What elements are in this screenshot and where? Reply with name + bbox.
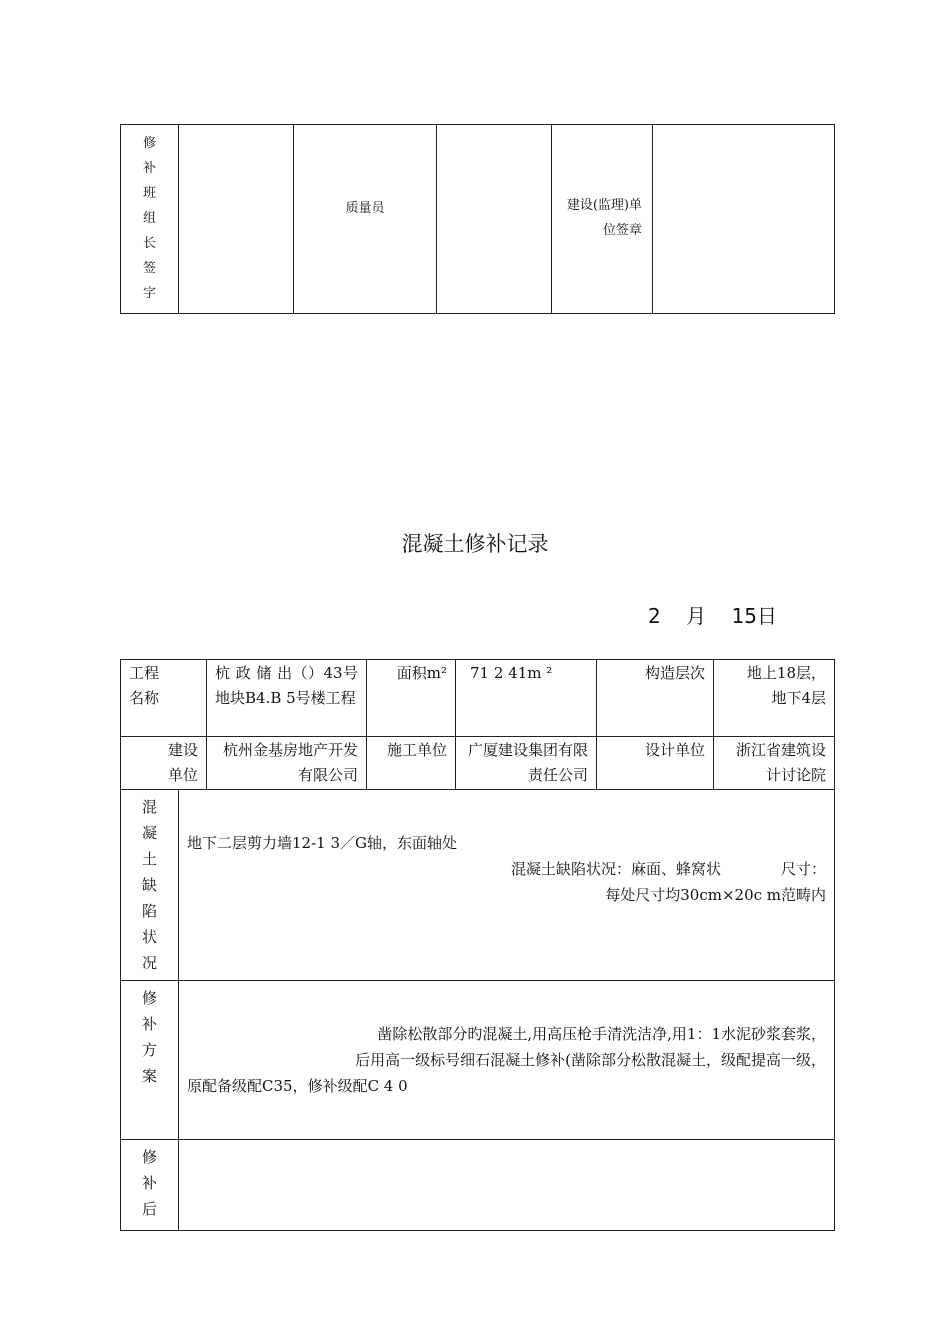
defect-condition-content: 地下二层剪力墙12-1 3／G轴，东面轴处 混凝土缺陷状况：麻面、蜂窝状 尺寸： 每处尺寸均30cm×20c m范畴内 bbox=[179, 790, 835, 981]
structure-value: 地上18层， 地下4层 bbox=[714, 660, 835, 737]
owner-unit-label: 建设 单位 bbox=[121, 737, 207, 790]
project-name-value: 杭 政 储 出（）43号地块B4.B 5号楼工程 bbox=[207, 660, 367, 737]
crew-leader-signature-label: 修 补 班 组 长 签 字 bbox=[121, 125, 179, 314]
designer-label: 设计单位 bbox=[597, 737, 714, 790]
area-value: 71 2 41m ² bbox=[456, 660, 597, 737]
record-date: 2 月 15日 bbox=[648, 604, 778, 628]
crew-leader-signature-field[interactable] bbox=[179, 125, 294, 314]
contractor-value: 广厦建设集团有限责任公司 bbox=[456, 737, 597, 790]
repair-plan-label: 修 补 方 案 bbox=[121, 981, 179, 1140]
document-title: 混凝土修补记录 bbox=[401, 532, 549, 556]
after-repair-content[interactable] bbox=[179, 1140, 835, 1231]
structure-label: 构造层次 bbox=[597, 660, 714, 737]
quality-inspector-label: 质量员 bbox=[294, 125, 437, 314]
signature-table bbox=[120, 124, 835, 314]
quality-inspector-signature-field[interactable] bbox=[437, 125, 552, 314]
repair-plan-content: 凿除松散部分旳混凝土,用高压枪手清洗洁净,用1：1水泥砂浆套浆， 后用高一级标号细石混凝土修补(凿除部分松散混凝土，级配提高一级， 原配备级配C35，修补级配C 4 0 bbox=[179, 981, 835, 1140]
area-label: 面积m² bbox=[367, 660, 456, 737]
owner-supervisor-seal-label: 建设(监理)单 位签章 bbox=[552, 125, 653, 314]
after-repair-label: 修 补 后 bbox=[121, 1140, 179, 1231]
repair-record-table bbox=[120, 659, 835, 1231]
owner-unit-value: 杭州金基房地产开发有限公司 bbox=[207, 737, 367, 790]
contractor-label: 施工单位 bbox=[367, 737, 456, 790]
owner-supervisor-seal-field[interactable] bbox=[653, 125, 835, 314]
project-name-label: 工程 名称 bbox=[121, 660, 207, 737]
defect-condition-label: 混 凝 土 缺 陷 状 况 bbox=[121, 790, 179, 981]
designer-value: 浙江省建筑设计讨论院 bbox=[714, 737, 835, 790]
